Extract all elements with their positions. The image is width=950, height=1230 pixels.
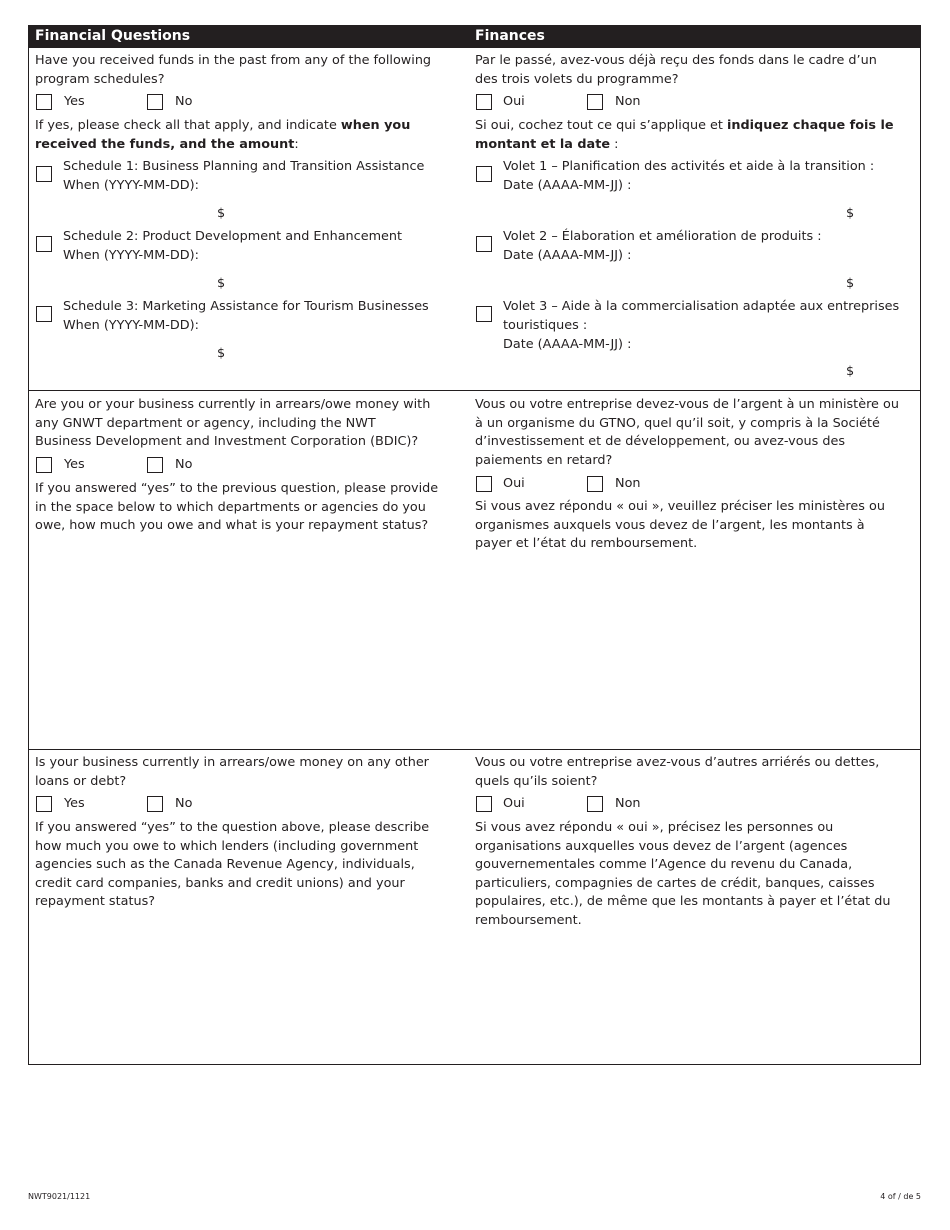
q1-non-label-fr: Non <box>615 94 641 109</box>
volet2-checkbox[interactable] <box>476 236 492 252</box>
form-code: NWT9021/1121 <box>28 1192 91 1201</box>
schedule3-checkbox[interactable] <box>36 306 52 322</box>
q3-oui-label-fr: Oui <box>503 796 525 811</box>
q2-non-label-fr: Non <box>615 476 641 491</box>
q3-question-en: Is your business currently in arrears/owe money on any other loans or debt? <box>35 755 429 789</box>
volet3-date-label: Date (AAAA-MM-JJ) : <box>503 337 632 352</box>
volet2-title: Volet 2 – Élaboration et amélioration de produits : <box>503 229 822 244</box>
volet2-amount-label: $ <box>846 276 855 291</box>
q2-yes-checkbox-en[interactable] <box>36 457 52 473</box>
q3-oui-checkbox-fr[interactable] <box>476 796 492 812</box>
schedule2-when-label: When (YYYY-MM-DD): <box>63 248 199 263</box>
schedule2-title: Schedule 2: Product Development and Enhancement <box>63 229 403 244</box>
q1-instructions-fr: Si oui, cochez tout ce qui s’applique et indiquez chaque fois le montant et la date : <box>475 118 894 152</box>
q3-yes-label-en: Yes <box>64 796 85 811</box>
schedule2-checkbox[interactable] <box>36 236 52 252</box>
q1-non-checkbox-fr[interactable] <box>587 94 603 110</box>
q3-followup-fr: Si vous avez répondu « oui », précisez les personnes ou organisations auxquelles vous devez de l’argent (agences gouvernementales comme l’Agence du revenu du Canada, particuliers, compagnies de cartes de crédit, banques, caisses populaires, etc.), de même que les montants à payer et l’état du remboursement. <box>475 820 891 928</box>
section-divider <box>29 390 920 391</box>
volet1-title: Volet 1 – Planification des activités et aide à la transition : <box>503 159 875 174</box>
q1-instructions-en: If yes, please check all that apply, and indicate when you received the funds, and the amount: <box>35 118 411 152</box>
q2-no-checkbox-en[interactable] <box>147 457 163 473</box>
q2-response-area[interactable] <box>29 566 920 746</box>
q3-yes-checkbox-en[interactable] <box>36 796 52 812</box>
q1-oui-label-fr: Oui <box>503 94 525 109</box>
q3-question-fr: Vous ou votre entreprise avez-vous d’autres arriérés ou dettes, quels qu’ils soient? <box>475 755 880 789</box>
q2-oui-label-fr: Oui <box>503 476 525 491</box>
q1-oui-checkbox-fr[interactable] <box>476 94 492 110</box>
q2-followup-fr: Si vous avez répondu « oui », veuillez préciser les ministères ou organismes auxquels vous devez de l’argent, les montants à payer et l’état du remboursement. <box>475 499 885 552</box>
q3-followup-en: If you answered “yes” to the question above, please describe how much you owe to which lenders (including government agencies such as the Canada Revenue Agency, individuals, credit card companies, banks and credit unions) and your repayment status? <box>35 820 430 910</box>
q1-question-fr: Par le passé, avez-vous déjà reçu des fonds dans le cadre d’un des trois volets du programme? <box>475 53 877 87</box>
section-divider <box>29 749 920 750</box>
volet2-date-label: Date (AAAA-MM-JJ) : <box>503 248 632 263</box>
page-number: 4 of / de 5 <box>880 1192 921 1201</box>
q2-oui-checkbox-fr[interactable] <box>476 476 492 492</box>
q3-non-checkbox-fr[interactable] <box>587 796 603 812</box>
schedule3-title: Schedule 3: Marketing Assistance for Tourism Businesses <box>63 299 429 314</box>
q2-no-label-en: No <box>175 457 193 472</box>
q3-no-label-en: No <box>175 796 193 811</box>
q2-question-fr: Vous ou votre entreprise devez-vous de l’argent à un ministère ou à un organisme du GTNO, quel qu’il soit, y compris à la Société d’investissement et de développement, ou avez-vous des paiements en retard? <box>475 397 899 468</box>
q3-no-checkbox-en[interactable] <box>147 796 163 812</box>
q3-response-area[interactable] <box>29 921 920 1061</box>
schedule1-amount-label: $ <box>217 206 226 221</box>
q1-yes-label-en: Yes <box>64 94 85 109</box>
schedule3-when-label: When (YYYY-MM-DD): <box>63 318 199 333</box>
schedule1-checkbox[interactable] <box>36 166 52 182</box>
volet3-amount-label: $ <box>846 364 855 379</box>
financial-questions-form <box>28 25 921 1065</box>
volet3-checkbox[interactable] <box>476 306 492 322</box>
q1-no-checkbox-en[interactable] <box>147 94 163 110</box>
header-title-en: Financial Questions <box>35 28 191 44</box>
schedule2-amount-label: $ <box>217 276 226 291</box>
q2-yes-label-en: Yes <box>64 457 85 472</box>
schedule3-amount-label: $ <box>217 346 226 361</box>
q2-non-checkbox-fr[interactable] <box>587 476 603 492</box>
q3-non-label-fr: Non <box>615 796 641 811</box>
header-title-fr: Finances <box>475 28 545 44</box>
q2-followup-en: If you answered “yes” to the previous question, please provide in the space below to which departments or agencies do you owe, how much you owe and what is your repayment status? <box>35 481 439 534</box>
q1-no-label-en: No <box>175 94 193 109</box>
q1-question-en: Have you received funds in the past from any of the following program schedules? <box>35 53 432 87</box>
schedule1-title: Schedule 1: Business Planning and Transition Assistance <box>63 159 425 174</box>
section-header <box>29 26 920 48</box>
q1-yes-checkbox-en[interactable] <box>36 94 52 110</box>
volet1-checkbox[interactable] <box>476 166 492 182</box>
volet3-title: Volet 3 – Aide à la commercialisation adaptée aux entreprises touristiques : <box>503 299 900 333</box>
q2-question-en: Are you or your business currently in arrears/owe money with any GNWT department or agency, including the NWT Business Development and Investment Corporation (BDIC)? <box>35 397 431 450</box>
volet1-amount-label: $ <box>846 206 855 221</box>
volet1-date-label: Date (AAAA-MM-JJ) : <box>503 178 632 193</box>
schedule1-when-label: When (YYYY-MM-DD): <box>63 178 199 193</box>
